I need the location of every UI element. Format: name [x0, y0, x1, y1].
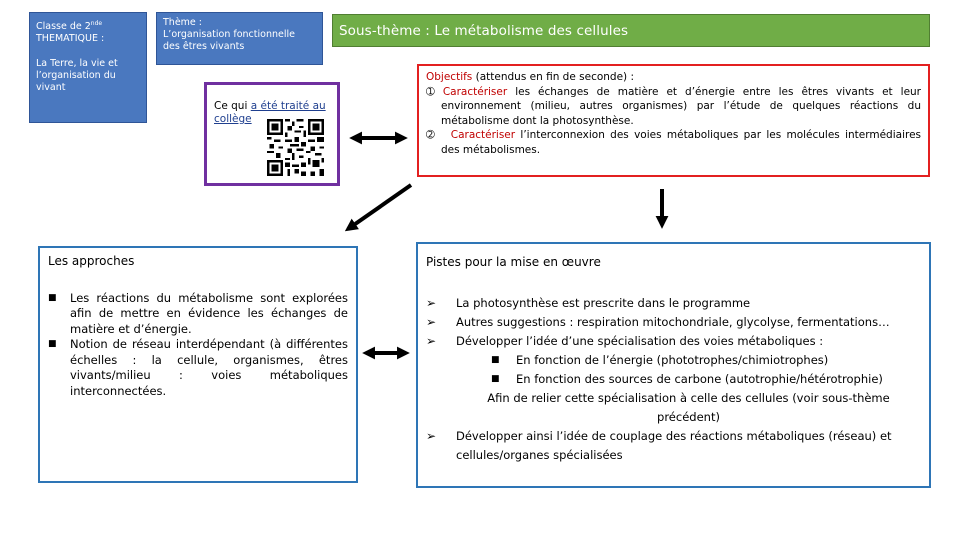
pistes-title: Pistes pour la mise en œuvre [426, 255, 601, 269]
college-link-2[interactable]: collège [214, 113, 252, 125]
sub-list-item: ■ En fonction de l’énergie (phototrophes/chimiotrophes) [426, 351, 921, 370]
thematique-label: THEMATIQUE : [36, 33, 105, 45]
number-1-icon: ➀ [426, 85, 435, 98]
sous-theme-banner: Sous-thème : Le métabolisme des cellules [332, 14, 930, 47]
theme-line-1: L’organisation fonctionnelle [163, 29, 295, 40]
thematique-line-2: l’organisation du [36, 70, 116, 82]
college-link[interactable]: a été traité au [250, 100, 326, 112]
theme-label: Thème : [163, 17, 202, 28]
list-item: ➢ Développer l’idée d’une spécialisation des voies métaboliques : [426, 332, 921, 351]
diagonal-arrow-icon [348, 185, 411, 229]
list-item: ➢ Autres suggestions : respiration mitochondriale, glycolyse, fermentations… [426, 313, 921, 332]
arrow-bullet-icon: ➢ [426, 315, 437, 329]
approches-title: Les approches [48, 254, 135, 268]
centered-note: Afin de relier cette spécialisation à celle des cellules (voir sous-thème précédent) [487, 391, 890, 424]
square-bullet-icon: ■ [48, 292, 57, 303]
thematique-line-3: vivant [36, 82, 66, 94]
theme-line-2: des êtres vivants [163, 41, 245, 52]
sub-list-item: ■ En fonction des sources de carbone (autotrophie/hétérotrophie) [426, 370, 921, 389]
objectif-item-1: ➀ Caractériser les échanges de matière et d’énergie entre les êtres vivants et leur environnement (milieu, autres organismes) par l’étude de quelques réactions du métabolisme dont la photosynthèse. [426, 85, 922, 127]
objectifs-title: Objectifs (attendus en fin de seconde) : [426, 71, 635, 83]
square-bullet-icon: ■ [491, 355, 500, 365]
arrow-bullet-icon: ➢ [426, 296, 437, 310]
college-text: Ce qui a été traité au collège [214, 100, 326, 125]
arrow-bullet-icon: ➢ [426, 429, 437, 443]
objectif-item-2: ➁ Caractériser l’interconnexion des voies métaboliques par les molécules intermédiaires des métabolismes. [426, 129, 921, 156]
list-item: ➢ La photosynthèse est prescrite dans le programme [426, 294, 921, 313]
arrow-bullet-icon: ➢ [426, 334, 437, 348]
class-label: Classe de 2nde [36, 20, 103, 33]
list-item: ➢ Développer ainsi l’idée de couplage des réactions métaboliques (réseau) et cellules/organes spécialisées [426, 429, 892, 462]
thematique-line-1: La Terre, la vie et [36, 58, 118, 70]
square-bullet-icon: ■ [48, 339, 57, 349]
list-item: ■ Les réactions du métabolisme sont explorées afin de mettre en évidence les échanges de matière et d’énergie. [48, 290, 348, 336]
list-item: ■ Notion de réseau interdépendant (à différentes échelles : la cellule, organismes, êtres vivants/milieu : voies métaboliques interconnectées. [48, 337, 348, 398]
square-bullet-icon: ■ [491, 374, 500, 384]
number-2-icon: ➁ [426, 129, 435, 141]
